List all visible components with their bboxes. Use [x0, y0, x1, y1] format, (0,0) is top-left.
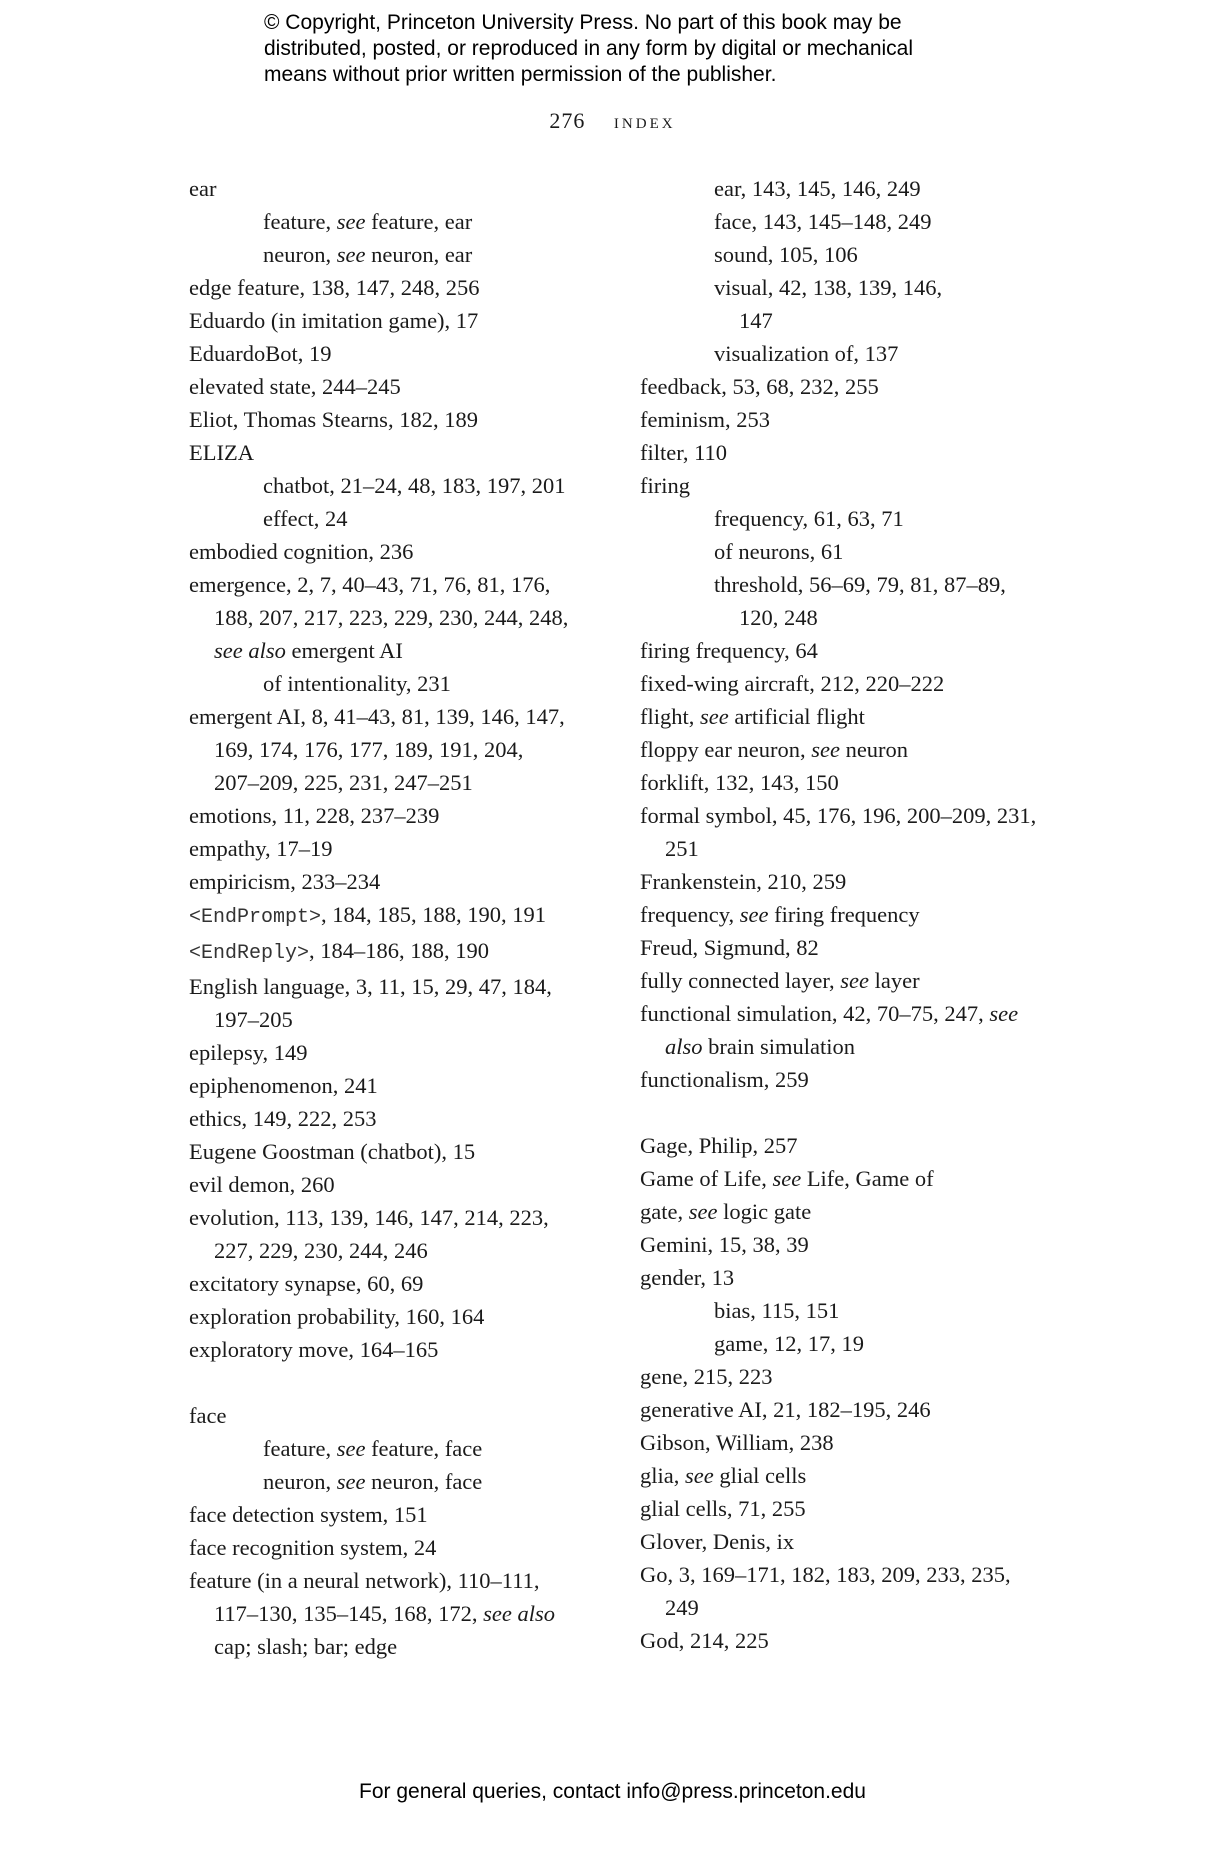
index-text: English language, 3, 11, 15, 29, 47, 184, [189, 974, 552, 999]
index-text: emergent AI [285, 638, 403, 663]
index-text: Frankenstein, 210, 259 [640, 869, 847, 894]
index-entry [640, 436, 1060, 469]
index-entry [189, 1201, 619, 1234]
running-head [0, 108, 1225, 134]
code-term: <EndPrompt> [189, 906, 322, 929]
index-text: bias, 115, 151 [714, 1298, 840, 1323]
index-text: feature, face [365, 1436, 483, 1461]
index-entry [640, 766, 1060, 799]
index-entry [189, 1300, 619, 1333]
index-text: threshold, 56–69, 79, 81, 87–89, [714, 572, 1006, 597]
index-text: artificial flight [728, 704, 865, 729]
index-text: edge feature, 138, 147, 248, 256 [189, 275, 480, 300]
copyright-line: means without prior written permission of the publisher. [264, 63, 777, 86]
index-entry-continuation [640, 1591, 1060, 1624]
index-entry [189, 403, 619, 436]
index-entry-continuation [189, 601, 619, 634]
index-text: layer [869, 968, 920, 993]
index-entry [640, 667, 1060, 700]
index-entry [189, 700, 619, 733]
index-text: ELIZA [189, 440, 254, 465]
index-text: ear, 143, 145, 146, 249 [714, 176, 921, 201]
index-entry [189, 799, 619, 832]
cross-reference-label: see [336, 1469, 366, 1494]
cross-reference-label: see [739, 902, 769, 927]
index-entry-continuation [189, 733, 619, 766]
index-text: epilepsy, 149 [189, 1040, 308, 1065]
index-text: neuron, face [365, 1469, 483, 1494]
index-text: sound, 105, 106 [714, 242, 858, 267]
index-entry [189, 1036, 619, 1069]
index-subentry [640, 172, 1060, 205]
index-text: feedback, 53, 68, 232, 255 [640, 374, 879, 399]
index-text: neuron [839, 737, 909, 762]
footer-contact: For general queries, contact info@press.princeton.edu [359, 1780, 866, 1803]
index-text: feature, [263, 209, 337, 234]
cross-reference-label: see [336, 209, 366, 234]
index-text: evolution, 113, 139, 146, 147, 214, 223, [189, 1205, 549, 1230]
index-text: filter, 110 [640, 440, 727, 465]
index-entry [189, 970, 619, 1003]
index-text: glia, [640, 1463, 685, 1488]
index-text: embodied cognition, 236 [189, 539, 414, 564]
index-text: Gemini, 15, 38, 39 [640, 1232, 809, 1257]
index-subentry [640, 1294, 1060, 1327]
index-entry [189, 1531, 619, 1564]
index-text: ethics, 149, 222, 253 [189, 1106, 377, 1131]
index-entry [189, 898, 619, 934]
index-text: God, 214, 225 [640, 1628, 769, 1653]
index-entry [189, 568, 619, 601]
index-text: Freud, Sigmund, 82 [640, 935, 819, 960]
index-entry [640, 1393, 1060, 1426]
index-subentry [189, 1432, 619, 1465]
index-text: functionalism, 259 [640, 1067, 809, 1092]
index-entry-continuation [189, 766, 619, 799]
index-text: Glover, Denis, ix [640, 1529, 795, 1554]
index-subentry [189, 205, 619, 238]
cross-reference-label: see [840, 968, 869, 993]
index-subentry [640, 238, 1060, 271]
index-text: visualization of, 137 [714, 341, 899, 366]
cross-reference-label: see [336, 1436, 366, 1461]
index-text: feature, [263, 1436, 337, 1461]
index-text: gate, [640, 1199, 689, 1224]
index-entry [189, 370, 619, 403]
index-text: face detection system, 151 [189, 1502, 428, 1527]
index-entry [640, 1195, 1060, 1228]
index-text: functional simulation, 42, 70–75, 247, [640, 1001, 990, 1026]
index-entry [189, 337, 619, 370]
index-text: exploratory move, 164–165 [189, 1337, 439, 1362]
index-text: 197–205 [214, 1007, 293, 1032]
index-text: Eugene Goostman (chatbot), 15 [189, 1139, 476, 1164]
index-text: 227, 229, 230, 244, 246 [214, 1238, 428, 1263]
index-text: Game of Life, [640, 1166, 773, 1191]
index-text: excitatory synapse, 60, 69 [189, 1271, 424, 1296]
index-column-right [640, 172, 1060, 1657]
index-text: frequency, [640, 902, 740, 927]
index-entry [640, 1228, 1060, 1261]
index-text: of intentionality, 231 [263, 671, 451, 696]
cross-reference-label: see [688, 1199, 718, 1224]
index-subentry [640, 205, 1060, 238]
index-entry [189, 304, 619, 337]
index-subentry [640, 1327, 1060, 1360]
index-text: firing frequency [768, 902, 920, 927]
copyright-notice [264, 10, 1024, 88]
index-text: formal symbol, 45, 176, 196, 200–209, 231, [640, 803, 1037, 828]
index-text: Gibson, William, 238 [640, 1430, 834, 1455]
index-entry-continuation [189, 1630, 619, 1663]
index-text: , 184, 185, 188, 190, 191 [321, 902, 547, 927]
index-text: face recognition system, 24 [189, 1535, 437, 1560]
index-text: emotions, 11, 228, 237–239 [189, 803, 440, 828]
index-text: elevated state, 244–245 [189, 374, 401, 399]
cross-reference-label: see [336, 242, 366, 267]
index-text: Life, Game of [801, 1166, 934, 1191]
index-entry [640, 1129, 1060, 1162]
index-text: exploration probability, 160, 164 [189, 1304, 485, 1329]
index-entry [189, 172, 619, 205]
index-entry [640, 931, 1060, 964]
copyright-line: distributed, posted, or reproduced in any form by digital or mechanical [264, 37, 914, 60]
index-entry-continuation [640, 1030, 1060, 1063]
index-text: gender, 13 [640, 1265, 735, 1290]
index-entry [640, 1162, 1060, 1195]
index-text: 120, 248 [739, 605, 818, 630]
index-entry [189, 1135, 619, 1168]
index-entry [640, 799, 1060, 832]
index-entry [189, 535, 619, 568]
index-subentry [189, 667, 619, 700]
index-subentry [640, 304, 1060, 337]
cross-reference-label: see [989, 1001, 1019, 1026]
index-text: of neurons, 61 [714, 539, 844, 564]
index-text: glial cells [713, 1463, 807, 1488]
index-entry [640, 700, 1060, 733]
index-entry-continuation [640, 832, 1060, 865]
index-entry [189, 436, 619, 469]
code-term: <EndReply> [189, 942, 310, 965]
index-text: feminism, 253 [640, 407, 770, 432]
index-entry [189, 832, 619, 865]
index-entry [640, 469, 1060, 502]
index-entry [640, 403, 1060, 436]
index-text: glial cells, 71, 255 [640, 1496, 806, 1521]
index-entry [189, 1564, 619, 1597]
index-text: 251 [665, 836, 699, 861]
cross-reference-label: see [685, 1463, 714, 1488]
index-entry [640, 1261, 1060, 1294]
index-subentry [189, 502, 619, 535]
index-subentry [640, 601, 1060, 634]
index-text: effect, 24 [263, 506, 348, 531]
index-text: EduardoBot, 19 [189, 341, 332, 366]
index-text: logic gate [717, 1199, 812, 1224]
index-text: flight, [640, 704, 700, 729]
index-column-left [189, 172, 619, 1663]
index-entry [640, 1525, 1060, 1558]
index-text: empathy, 17–19 [189, 836, 333, 861]
index-text: epiphenomenon, 241 [189, 1073, 378, 1098]
index-text: emergence, 2, 7, 40–43, 71, 76, 81, 176, [189, 572, 551, 597]
index-text: Eliot, Thomas Stearns, 182, 189 [189, 407, 478, 432]
index-entry [640, 865, 1060, 898]
index-text: cap; slash; bar; edge [214, 1634, 398, 1659]
index-entry-continuation [189, 634, 619, 667]
index-entry-continuation [189, 1003, 619, 1036]
cross-reference-label: also [665, 1034, 703, 1059]
index-text: 207–209, 225, 231, 247–251 [214, 770, 473, 795]
index-text: fixed-wing aircraft, 212, 220–222 [640, 671, 945, 696]
index-subentry [189, 469, 619, 502]
index-entry [640, 1558, 1060, 1591]
index-text: generative AI, 21, 182–195, 246 [640, 1397, 931, 1422]
index-text: feature (in a neural network), 110–111, [189, 1568, 540, 1593]
index-entry [640, 1063, 1060, 1096]
index-text: forklift, 132, 143, 150 [640, 770, 839, 795]
index-entry [189, 1498, 619, 1531]
index-text: Gage, Philip, 257 [640, 1133, 798, 1158]
index-text: , 184–186, 188, 190 [309, 938, 490, 963]
index-subentry [640, 271, 1060, 304]
index-text: emergent AI, 8, 41–43, 81, 139, 146, 147, [189, 704, 565, 729]
index-entry [189, 1399, 619, 1432]
index-entry [640, 733, 1060, 766]
cross-reference-label: see [700, 704, 729, 729]
index-text: 169, 174, 176, 177, 189, 191, 204, [214, 737, 524, 762]
index-subentry [189, 238, 619, 271]
index-text: neuron, [263, 1469, 337, 1494]
index-text: firing frequency, 64 [640, 638, 818, 663]
index-text: neuron, [263, 242, 337, 267]
page-number: 276 [549, 108, 586, 133]
index-text: feature, ear [365, 209, 473, 234]
index-entry [640, 1459, 1060, 1492]
index-entry [189, 934, 619, 970]
cross-reference-label: see [811, 737, 840, 762]
index-entry [189, 1267, 619, 1300]
index-entry [640, 1492, 1060, 1525]
index-entry [189, 1168, 619, 1201]
index-subentry [640, 502, 1060, 535]
index-text: 249 [665, 1595, 699, 1620]
index-text: 117–130, 135–145, 168, 172, [214, 1601, 484, 1626]
index-entry [640, 1624, 1060, 1657]
index-text: visual, 42, 138, 139, 146, [714, 275, 943, 300]
index-text: face, 143, 145–148, 249 [714, 209, 932, 234]
index-text: 188, 207, 217, 223, 229, 230, 244, 248, [214, 605, 569, 630]
cross-reference-label: see also [214, 638, 286, 663]
index-entry [640, 964, 1060, 997]
index-text: floppy ear neuron, [640, 737, 812, 762]
index-letter-gap [189, 1366, 619, 1399]
index-text: neuron, ear [365, 242, 473, 267]
index-text: Eduardo (in imitation game), 17 [189, 308, 479, 333]
index-text: game, 12, 17, 19 [714, 1331, 864, 1356]
index-entry [640, 898, 1060, 931]
index-text: 147 [739, 308, 773, 333]
copyright-line: © Copyright, Princeton University Press. No part of this book may be [264, 11, 902, 34]
index-letter-gap [640, 1096, 1060, 1129]
index-text: gene, 215, 223 [640, 1364, 773, 1389]
index-entry [640, 634, 1060, 667]
index-text: chatbot, 21–24, 48, 183, 197, 201 [263, 473, 566, 498]
index-entry [189, 1069, 619, 1102]
index-text: ear [189, 176, 217, 201]
index-text: fully connected layer, [640, 968, 841, 993]
index-entry-continuation [189, 1234, 619, 1267]
index-subentry [640, 337, 1060, 370]
index-entry [189, 271, 619, 304]
index-subentry [640, 568, 1060, 601]
index-entry [640, 1426, 1060, 1459]
index-entry [189, 1102, 619, 1135]
index-text: face [189, 1403, 227, 1428]
index-entry [640, 997, 1060, 1030]
cross-reference-label: see [772, 1166, 802, 1191]
index-subentry [189, 1465, 619, 1498]
section-title: index [613, 108, 676, 133]
index-entry [640, 370, 1060, 403]
index-text: evil demon, 260 [189, 1172, 335, 1197]
index-entry [640, 1360, 1060, 1393]
index-text: firing [640, 473, 690, 498]
index-subentry [640, 535, 1060, 568]
index-entry [189, 865, 619, 898]
index-text: frequency, 61, 63, 71 [714, 506, 904, 531]
index-text: brain simulation [702, 1034, 855, 1059]
index-text: empiricism, 233–234 [189, 869, 381, 894]
index-entry-continuation [189, 1597, 619, 1630]
index-text: Go, 3, 169–171, 182, 183, 209, 233, 235, [640, 1562, 1011, 1587]
cross-reference-label: see also [483, 1601, 556, 1626]
index-entry [189, 1333, 619, 1366]
